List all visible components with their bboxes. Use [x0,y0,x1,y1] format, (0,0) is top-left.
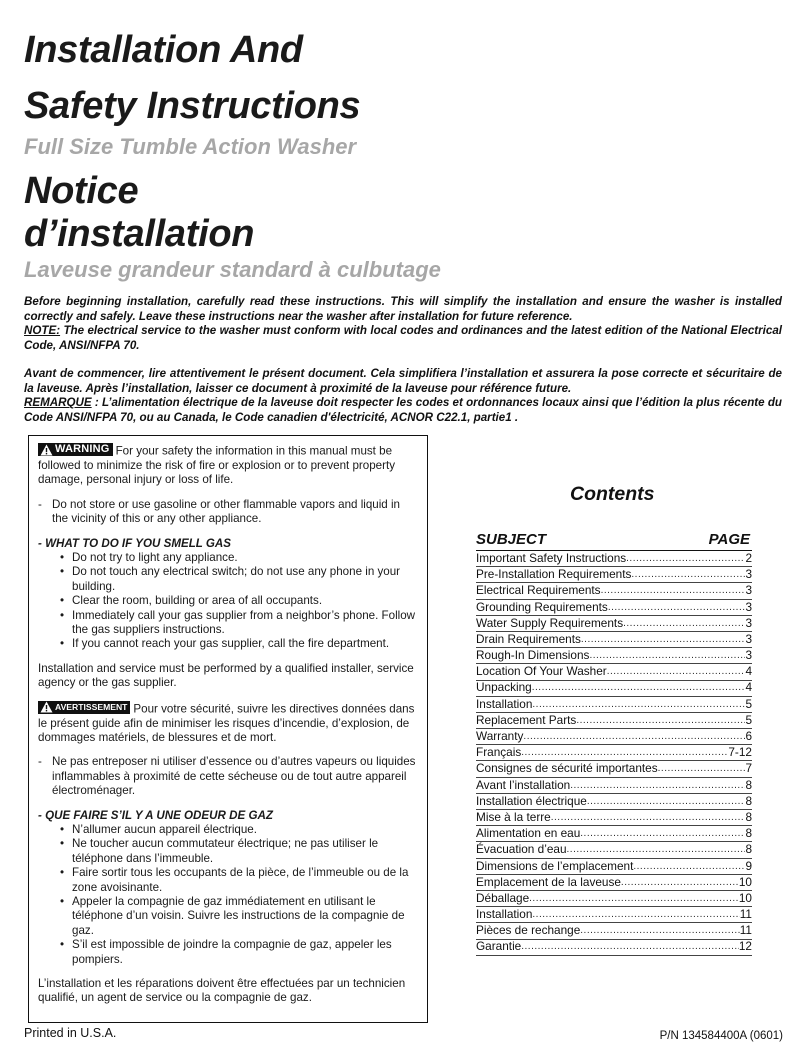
toc-row [476,551,752,567]
toc-leader-dots [587,794,746,809]
gas-step-text: Do not try to light any appliance. [72,550,238,564]
toc-row [476,632,752,648]
avertissement-badge-label: AVERTISSEMENT [55,701,128,712]
dash-marker: - [38,497,42,511]
toc-row [476,940,752,956]
bullet-marker: • [60,637,65,651]
toc-item-page: 10 [738,890,752,905]
gas-steps-en [38,551,419,652]
toc-leader-dots [551,810,746,825]
toc-item-page: 9 [745,858,752,873]
toc-leader-dots [567,842,746,857]
toc-leader-dots [623,616,745,631]
toc-row [476,745,752,761]
list-item [38,895,419,938]
gas-step-text: N’allumer aucun appareil électrique. [72,822,257,836]
toc-item-page: 8 [745,777,752,792]
toc-item-label: Electrical Requirements [476,583,601,598]
toc-item-page: 10 [738,874,752,889]
toc-item-page: 3 [745,631,752,646]
title-fr-line2: d’installation [24,213,255,255]
toc-item-page: 3 [745,583,752,598]
toc-item-page: 3 [745,648,752,663]
intro-en-note-text: The electrical service to the washer must conform with local codes and ordinances and the latest edition of the National Electrical Code, ANSI/NFPA 70. [24,324,782,352]
toc-leader-dots [589,648,745,663]
gas-step-text: Ne toucher aucun commutateur électrique; ne pas utiliser le téléphone dans l’immeuble. [72,837,379,865]
gas-step-text: Appeler la compagnie de gaz immédiatement en utilisant le téléphone d’un voisin. Suivre les instructions de la compagnie de gaz. [72,894,405,937]
gas-heading-en: - WHAT TO DO IF YOU SMELL GAS [38,536,232,550]
toc-row [476,875,752,891]
subtitle-fr: Laveuse grandeur standard à culbutage [24,257,441,282]
toc-leader-dots [608,600,746,615]
toc-leader-dots [521,940,739,955]
flammable-warning-en [38,498,419,527]
toc-leader-dots [521,745,728,760]
list-item [38,637,419,651]
intro-en-text: Before beginning installation, carefully read these instructions. This will simplify the installation and ensure the washer is installed correctly and safely. Leave these instructions near the washer after installation for future reference. [24,295,782,323]
toc-item-page: 4 [745,664,752,679]
list-item [38,823,419,837]
gas-step-text: Faire sortir tous les occupants de la pièce, de l’immeuble ou de la zone avoisinante. [72,866,409,894]
toc-row [476,907,752,923]
toc-item-page: 8 [745,826,752,841]
toc-item-label: Grounding Requirements [476,599,608,614]
toc-header-subject: SUBJECT [476,531,547,548]
toc-item-page: 11 [739,907,752,922]
intro-en [24,295,782,353]
gas-step-text: If you cannot reach your gas supplier, call the fire department. [72,637,390,651]
toc-row [476,923,752,939]
toc-row [476,648,752,664]
toc-header-page: PAGE [708,531,750,548]
toc-item-label: Important Safety Instructions [476,551,627,565]
toc-leader-dots [633,859,745,874]
toc-item-page: 7-12 [728,745,752,760]
bullet-marker: • [60,837,65,851]
toc-row [476,826,752,842]
toc-leader-dots [607,664,746,679]
list-item [38,565,419,594]
warning-triangle-icon [40,444,53,456]
toc-row [476,810,752,826]
title-fr-line1: Notice [24,170,139,212]
toc-item-label: Installation [476,907,533,922]
gas-step-text: S’il est impossible de joindre la compagnie de gaz, appeler les pompiers. [72,938,392,966]
list-item [38,938,419,967]
table-of-contents [476,531,752,956]
toc-leader-dots [570,778,745,793]
toc-header [476,531,752,551]
toc-item-label: Location Of Your Washer [476,664,607,679]
gas-steps-fr [38,823,419,967]
toc-item-label: Avant l’installation [476,777,571,792]
toc-item-label: Évacuation d’eau [476,842,567,857]
dash-marker: - [38,755,42,769]
toc-row [476,778,752,794]
toc-item-label: Rough-In Dimensions [476,648,590,663]
toc-item-label: Garantie [476,939,522,954]
toc-item-label: Replacement Parts [476,712,577,727]
toc-item-label: Warranty [476,729,524,744]
toc-item-page: 5 [745,712,752,727]
toc-item-page: 2 [745,551,752,565]
toc-item-page: 8 [745,810,752,824]
intro-fr-text: Avant de commencer, lire attentivement le présent document. Cela simplifiera l’installation et assurera la pose correcte et sécuritaire de la laveuse. Après l’installation, laisser ce document à proximité de la laveuse pour référence future. [24,367,782,395]
warning-triangle-icon [40,701,53,713]
toc-row [476,729,752,745]
part-number: P/N 134584400A (0601) [659,1030,783,1042]
toc-item-page: 8 [745,793,752,808]
bullet-marker: • [60,938,65,952]
toc-item-label: Dimensions de l’emplacement [476,858,634,873]
toc-item-page: 11 [739,923,752,938]
gas-step-text: Clear the room, building or area of all occupants. [72,594,323,608]
toc-row [476,842,752,858]
toc-item-page: 4 [745,680,752,695]
toc-leader-dots [532,907,739,922]
toc-row [476,859,752,875]
toc-leader-dots [658,761,746,776]
toc-item-page: 7 [745,761,752,776]
toc-leader-dots [529,891,739,906]
flammable-warning-fr [38,755,419,798]
bullet-marker: • [60,594,65,608]
toc-leader-dots [581,632,746,647]
intro-fr-note-text: : L’alimentation électrique de la laveuse doit respecter les codes et ordonnances locaux ainsi que l’édition la plus récente du Code ANSI/NFPA 70, ou au Canada, le Code canadien d'électricité, ACNOR C22.1, partie1 . [24,396,782,424]
list-item [38,594,419,608]
intro-fr-note-label: REMARQUE [24,396,92,410]
gas-step-text: Do not touch any electrical switch; do not use any phone in your building. [72,565,401,593]
service-text-fr: L’installation et les réparations doivent être effectuées par un technicien qualifié, un agent de service ou la compagnie de gaz. [38,977,406,1005]
printed-in-label: Printed in U.S.A. [24,1026,117,1040]
toc-item-page: 3 [745,599,752,614]
warning-badge-label: WARNING [55,443,110,456]
list-item [38,609,419,638]
toc-leader-dots [576,713,745,728]
toc-item-label: Alimentation en eau [476,826,581,841]
bullet-marker: • [60,565,65,579]
toc-leader-dots [532,697,745,712]
list-item [38,837,419,866]
toc-rows [476,551,752,956]
toc-leader-dots [580,826,745,841]
toc-row [476,713,752,729]
toc-row [476,891,752,907]
list-item [38,866,419,895]
avertissement-badge [38,701,130,714]
toc-leader-dots [580,923,739,938]
toc-row [476,761,752,777]
toc-item-label: Pre-Installation Requirements [476,567,632,582]
toc-leader-dots [523,729,745,744]
gas-step-text: Immediately call your gas supplier from a neighbor’s phone. Follow the gas suppliers instructions. [72,608,416,636]
contents-title: Contents [570,483,655,505]
toc-leader-dots [626,551,745,566]
toc-item-label: Mise à la terre [476,810,551,824]
toc-row [476,616,752,632]
bullet-marker: • [60,894,65,908]
toc-row [476,697,752,713]
flammable-text-en: Do not store or use gasoline or other flammable vapors and liquid in the vicinity of this or any other appliance. [52,497,401,526]
bullet-marker: • [60,550,65,564]
intro-fr [24,367,782,425]
list-item [38,551,419,565]
toc-row [476,583,752,599]
intro-en-note-label: NOTE: [24,324,61,338]
toc-item-page: 12 [738,939,752,954]
toc-item-page: 6 [745,729,752,744]
warning-paragraph [38,443,419,488]
toc-row [476,567,752,583]
warning-badge [38,443,113,456]
toc-item-label: Unpacking [476,680,532,695]
avertissement-paragraph [38,701,419,746]
title-en-line1: Installation And [24,29,303,71]
toc-item-label: Installation électrique [476,793,587,808]
toc-item-page: 8 [745,842,752,857]
toc-leader-dots [621,875,739,890]
toc-leader-dots [601,583,746,598]
toc-item-label: Pièces de rechange [476,923,581,938]
toc-item-label: Emplacement de la laveuse [476,874,621,889]
service-text-en: Installation and service must be performed by a qualified installer, service agency or the gas supplier. [38,661,414,690]
toc-item-label: Water Supply Requirements [476,615,624,630]
toc-row [476,600,752,616]
toc-row [476,794,752,810]
toc-leader-dots [532,681,746,696]
title-en-line2: Safety Instructions [24,85,361,127]
toc-leader-dots [631,567,745,582]
toc-item-label: Installation [476,696,533,711]
bullet-marker: • [60,866,65,880]
toc-item-page: 3 [745,567,752,582]
subtitle-en: Full Size Tumble Action Washer [24,134,357,159]
toc-item-label: Consignes de sécurité importantes [476,761,658,776]
bullet-marker: • [60,608,65,622]
flammable-text-fr: Ne pas entreposer ni utiliser d’essence ou d’autres vapeurs ou liquides inflammables à proximité de cette sécheuse ou de tout autre appareil électroménager. [52,755,416,798]
toc-item-label: Déballage [476,890,530,905]
avertissement-text: Pour votre sécurité, suivre les directives données dans le présent guide afin de minimiser les risques d’incendie, d’explosion, de dommages matériels, de blessures et de mort. [38,702,415,744]
gas-heading-fr: - QUE FAIRE S’IL Y A UNE ODEUR DE GAZ [38,808,273,822]
toc-row [476,681,752,697]
toc-item-page: 3 [745,615,752,630]
warning-text: For your safety the information in this manual must be followed to minimize the risk of fire or explosion or to prevent property damage, personal injury or loss of life. [38,444,395,487]
safety-warning-box [28,435,428,1023]
toc-item-label: Français [476,745,522,760]
toc-item-label: Drain Requirements [476,631,581,646]
toc-item-page: 5 [745,696,752,711]
bullet-marker: • [60,822,65,836]
toc-row [476,664,752,680]
